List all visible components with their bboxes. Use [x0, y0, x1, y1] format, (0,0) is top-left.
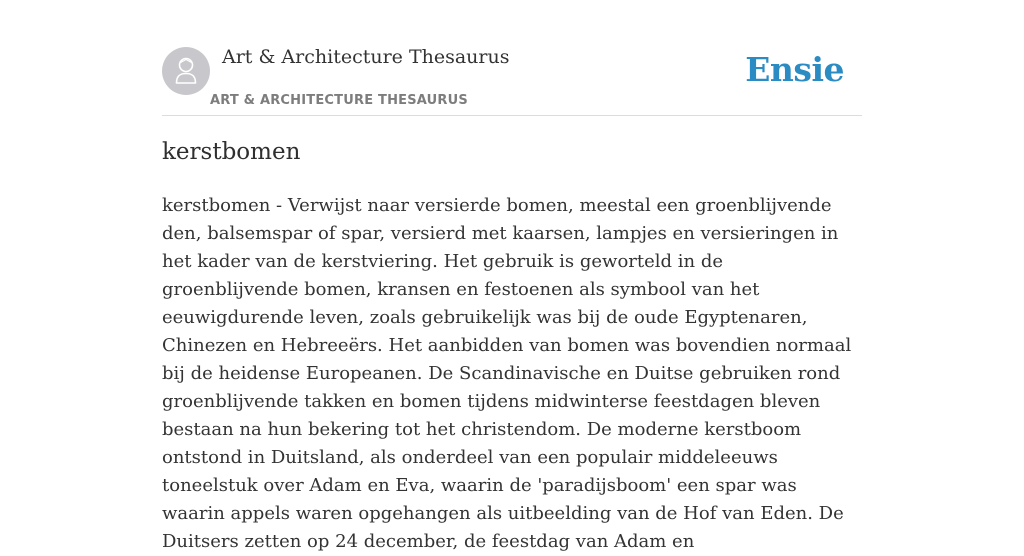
author-name[interactable]: Art & Architecture Thesaurus: [222, 46, 510, 68]
entry-header: [162, 44, 862, 116]
page-title: kerstbomen: [162, 139, 301, 165]
definition-text: kerstbomen - Verwijst naar versierde bomen, meestal een groenblijvende den, balsemspar of spar, versierd met kaarsen, lampjes en versieringen in het kader van de kerstviering. Het gebruik is geworteld in de groenblijvende bomen, kransen en festoenen als symbool van het eeuwigdurende leven, zoals gebruikelijk was bij de oude Egyptenaren, Chinezen en Hebreeërs. Het aanbidden van bomen was bovendien normaal bij de heidense Europeanen. De Scandinavische en Duitse gebruiken rond groenblijvende takken en bomen tijdens midwinterse feestdagen bleven bestaan na hun bekering tot het christendom. De moderne kerstboom ontstond in Duitsland, als onderdeel van een populair middeleeuws toneelstuk over Adam en Eva, waarin de 'paradijsboom' een spar was waarin appels waren opgehangen als uitbeelding van de Hof van Eden. De Duitsers zetten op 24 december, de feestdag van Adam en: [162, 195, 852, 552]
user-silhouette-icon: [162, 47, 210, 95]
source-label[interactable]: ART & ARCHITECTURE THESAURUS: [210, 93, 468, 108]
author-avatar[interactable]: [162, 47, 210, 95]
brand-logo[interactable]: Ensie: [745, 50, 844, 89]
